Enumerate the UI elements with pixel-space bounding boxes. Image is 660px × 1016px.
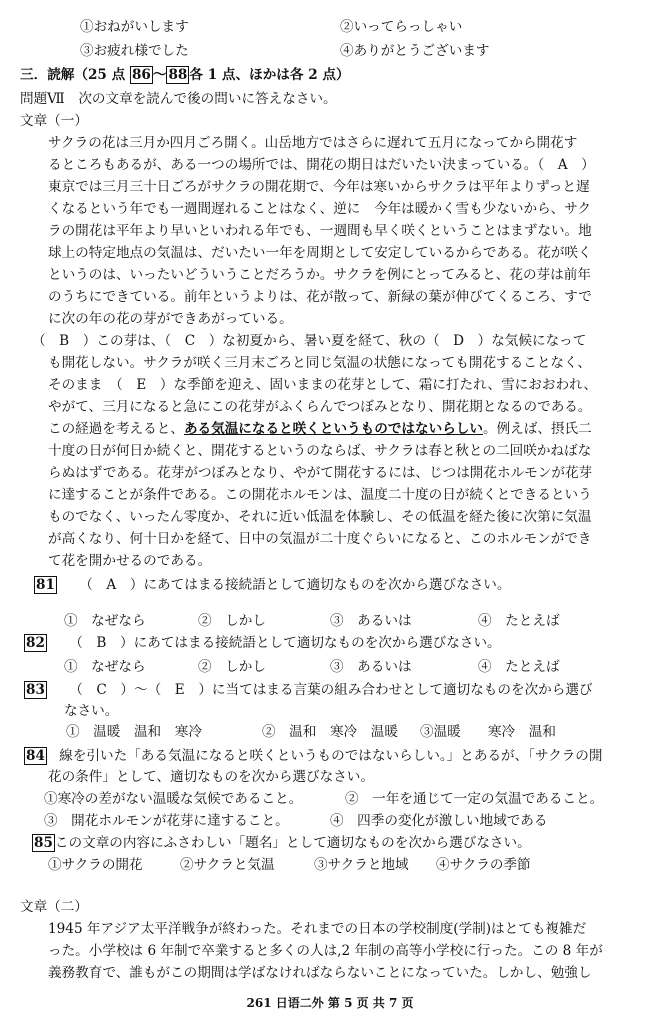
question-81 [34, 574, 510, 596]
q82-option-2[interactable]: ② しかし [198, 659, 266, 675]
section-rest: 各 1 点、ほかは各 2 点） [189, 67, 350, 83]
p1-line-4: くなるという年でも一週間遅れることはなく、逆に 今年は暖かく雪も少ないから、サク [48, 201, 591, 217]
p2-line-4: やがて、三月になると急にこの花芽がふくらんでつぼみとなり、開花期となるのである。 [48, 399, 592, 415]
q84-text: 線を引いた「ある気温になると咲くというものではないらしい。」とあるが、「サクラの開 [59, 748, 603, 764]
q85-option-1[interactable]: ①サクラの開花 [48, 857, 143, 873]
q81-number: 81 [36, 577, 55, 593]
p2-underline-pre: この経過を考えると、 [48, 421, 184, 437]
top-option-4[interactable]: ④ありがとうございます [340, 43, 490, 59]
section-tilde: 〜 [152, 67, 167, 83]
p1-line-3: 東京では三月三十日ごろがサクラの開花期で、今年は寒いからサクラは平年よりずっと遅 [48, 179, 590, 195]
top-option-3[interactable]: ③お疲れ様でした [80, 43, 189, 59]
q85-option-2[interactable]: ②サクラと気温 [180, 857, 275, 873]
p2-line-5 [48, 418, 592, 440]
p2-line-10: が高くなり、何十日かを経て、日中の気温が二十度ぐらいになると、このホルモンができ [48, 531, 592, 547]
question-82 [24, 632, 501, 654]
p2-line-6: 十度の日が何日か続くと、開花するというのならば、サクラは春と秋との二回咲かねばな [48, 443, 592, 459]
p3-line-1: 1945 年アジア太平洋戦争が終わった。それまでの日本の学校制度(学制)はとても複雑だ [48, 921, 587, 937]
q83-option-3[interactable]: ③温暖 寒冷 温和 [420, 724, 556, 740]
section-prefix: 三． [20, 67, 48, 83]
page-footer: 261 日语二外 第 5 页 共 7 页 [246, 996, 414, 1010]
q84-text-cont: 花の条件」として、適切なものを次から選びなさい。 [48, 769, 374, 785]
question-85 [32, 832, 531, 854]
p1-line-9: に次の年の花の芽ができあがっている。 [48, 311, 293, 327]
q82-number: 82 [26, 635, 45, 651]
p2-underline-post: 。例えば、摂氏二 [483, 421, 592, 437]
passage1-title: 文章（一） [20, 113, 88, 129]
p1-line-7: というのは、いったいどういうことだろうか。サクラを例にとってみると、花の芽は前年 [48, 267, 591, 283]
q85-option-4[interactable]: ④サクラの季節 [436, 857, 531, 873]
q82-option-3[interactable]: ③ あるいは [330, 659, 412, 675]
section-box-end: 88 [168, 67, 188, 83]
q84-option-4[interactable]: ④ 四季の変化が激しい地域である [330, 813, 548, 829]
q82-option-4[interactable]: ④ たとえば [478, 659, 560, 675]
q83-text-cont: なさい。 [64, 703, 119, 719]
section-title: 読解（25 点 [47, 67, 126, 83]
p2-line-7: らぬはずである。花芽がつぼみとなり、やがて開花するには、じつは開花ホルモンが花芽 [48, 465, 593, 481]
p2-line-2: も開花しない。サクラが咲く三月末ごろと同じ気温の状態になっても開花することなく、 [48, 355, 591, 371]
passage2-title: 文章（二） [20, 899, 88, 915]
p1-line-2: るところもあるが、ある一つの場所では、開花の期日はだいたい決まっている。（ A ） [48, 157, 595, 173]
p3-line-3: 義務教育で、誰もがこの期間は学ばなければならないことになっていた。しかし、勉強し [48, 965, 592, 981]
q84-number: 84 [26, 748, 45, 764]
q84-option-1[interactable]: ①寒冷の差がない温暖な気候であること。 [44, 791, 303, 807]
p2-line-3: そのまま （ E ）な季節を迎え、固いままの花芽として、霜に打たれ、雪におおわれ、 [48, 377, 598, 393]
p2-line-8: に達することが条件である。この開花ホルモンは、温度二十度の日が続くとできるという [48, 487, 592, 503]
q82-text: （ B ）にあてはまる接続語として適切なものを次から選びなさい。 [69, 635, 501, 651]
q85-text: この文章の内容にふさわしい「題名」として適切なものを次から選びなさい。 [54, 835, 531, 851]
q85-option-3[interactable]: ③サクラと地域 [314, 857, 409, 873]
question-83 [24, 679, 593, 701]
p1-line-1: サクラの花は三月か四月ごろ開く。山岳地方ではさらに遅れて五月になってから開花す [48, 135, 578, 151]
section-header [20, 64, 350, 86]
q82-option-1[interactable]: ① なぜなら [64, 659, 146, 675]
q81-option-4[interactable]: ④ たとえば [478, 613, 560, 629]
p1-line-8: のうちにできている。前年というよりは、花が散って、新緑の葉が伸びてくるころ、すで [48, 289, 592, 305]
q81-option-3[interactable]: ③ あるいは [330, 613, 412, 629]
top-option-2[interactable]: ②いってらっしゃい [340, 19, 463, 35]
p1-line-6: 球上の特定地点の気温は、だいたい一年を周期として安定しているからである。花が咲く [48, 245, 592, 261]
p2-line-11: て花を開かせるのである。 [48, 553, 212, 569]
section-box-start: 86 [131, 67, 151, 83]
p2-line-1: （ B ）この芽は、（ C ）な初夏から、暑い夏を経て、秋の（ D ）な気候になって [32, 333, 587, 349]
p3-line-2: った。小学校は 6 年制で卒業すると多くの人は,2 年制の高等小学校に行った。この 8 年が [48, 943, 603, 959]
question-84 [24, 745, 602, 767]
q83-text: （ C ）〜（ E ）に当てはまる言葉の組み合わせとして適切なものを次から選び [69, 682, 593, 698]
q83-number: 83 [26, 682, 45, 698]
q84-option-3[interactable]: ③ 開花ホルモンが花芽に達すること。 [44, 813, 289, 829]
instruction: 問題Ⅶ 次の文章を読んで後の問いに答えなさい。 [20, 91, 337, 107]
q83-option-1[interactable]: ① 温暖 温和 寒冷 [66, 724, 202, 740]
q84-option-2[interactable]: ② 一年を通じて一定の気温であること。 [345, 791, 604, 807]
p1-line-5: ラの開花は平年より早いといわれる年でも、一週間も早く咲くということはまずない。地 [48, 223, 592, 239]
p2-line-9: ものでなく、いったん零度か、それに近い低温を体験し、その低温を経た後に次第に気温 [48, 509, 592, 525]
top-option-1[interactable]: ①おねがいします [80, 19, 189, 35]
q83-option-2[interactable]: ② 温和 寒冷 温暖 [262, 724, 398, 740]
q81-option-1[interactable]: ① なぜなら [64, 613, 146, 629]
q85-number: 85 [34, 835, 53, 851]
q81-text: （ A ）にあてはまる接続語として適切なものを次から選びなさい。 [79, 577, 511, 593]
underlined-sentence: ある気温になると咲くというものではないらしい [183, 421, 483, 437]
q81-option-2[interactable]: ② しかし [198, 613, 266, 629]
